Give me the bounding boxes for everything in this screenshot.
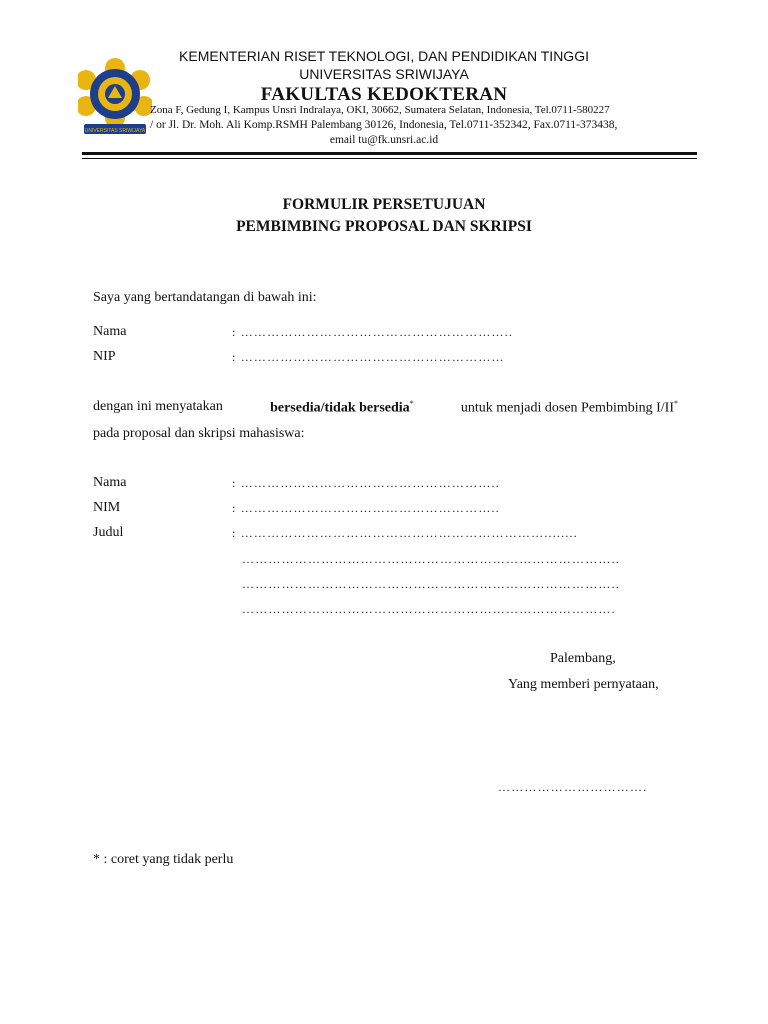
university-name: UNIVERSITAS SRIWIJAYA	[299, 66, 469, 82]
ministry-name: KEMENTERIAN RISET TEKNOLOGI, DAN PENDIDIKAN TINGGI	[179, 48, 589, 64]
student-nim-label: NIM	[93, 500, 121, 515]
form-title-line-2: PEMBIMBING PROPOSAL DAN SKRIPSI	[236, 218, 532, 235]
statement-start: dengan ini menyatakan	[93, 399, 223, 414]
statement-middle: untuk menjadi dosen Pembimbing I/II	[460, 400, 674, 416]
email-line: email tu@fk.unsri.ac.id	[329, 134, 439, 146]
title-continuation-line-3: ………………………………………………………………………….	[242, 602, 616, 616]
student-name-label: Nama	[93, 475, 127, 490]
student-nim-field: : …………………………………………………..	[232, 501, 500, 515]
address-line-2: / or Jl. Dr. Moh. Ali Komp.RSMH Palembang 30126, Indonesia, Tel.0711-352342, Fax.0711-373438,	[150, 119, 618, 131]
signer-name-field: : ……………………………………………………..	[232, 325, 514, 339]
address-line-1: Zona F, Gedung I, Kampus Unsri Indralaya, OKI, 30662, Sumatera Selatan, Indonesia, Tel.0711-580227	[150, 104, 610, 116]
signer-nip-label: NIP	[93, 349, 116, 364]
student-title-label: Judul	[93, 525, 124, 540]
title-continuation-line-1: …………………………………………………………………………..	[242, 552, 620, 566]
statement-line-2: pada proposal dan skripsi mahasiswa:	[93, 426, 305, 441]
intro-text: Saya yang bertandatangan di bawah ini:	[93, 290, 317, 305]
statement-choice: bersedia/tidak bersedia	[270, 400, 410, 416]
signer-role: Yang memberi pernyataan,	[508, 677, 659, 692]
statement-line-1	[93, 399, 678, 417]
logo-text: UNIVERSITAS SRIWIJAYA	[84, 128, 146, 134]
footnote: * : coret yang tidak perlu	[93, 852, 234, 867]
form-title-line-1: FORMULIR PERSETUJUAN	[282, 196, 486, 213]
signer-name-label: Nama	[93, 324, 127, 339]
signer-nip-field: : ……………………………………………………	[232, 350, 505, 364]
header-rule-thin	[82, 158, 697, 159]
header-rule-thick	[82, 152, 697, 155]
statement-end-mark: *	[674, 399, 678, 408]
place-text: Palembang,	[550, 651, 616, 666]
student-title-field: : ……………………………………………………………........	[232, 526, 578, 540]
faculty-name: FAKULTAS KEDOKTERAN	[260, 84, 508, 105]
statement-mark: *	[409, 399, 414, 408]
title-continuation-line-2: …………………………………………………………………………..	[242, 577, 620, 591]
signature-line: …………………………….	[498, 780, 648, 794]
student-name-field: : …………………………………………………..	[232, 476, 500, 490]
